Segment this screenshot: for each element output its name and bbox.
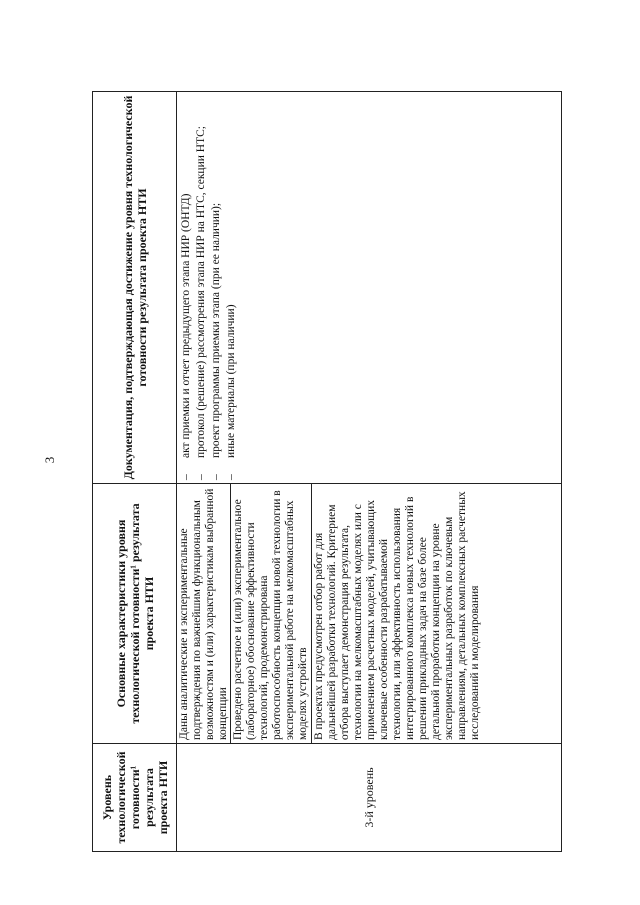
- dash-bullet: –: [225, 474, 237, 480]
- header-documents: Документация, подтверждающая достижение уровня технологической готовности результата проекта НТИ: [93, 92, 177, 484]
- characteristic-item: Даны аналитические и экспериментальные подтверждения по важнейшим функциональным возможностям и (или) характеристикам выбранной концепции: [178, 488, 229, 740]
- list-item: [178, 95, 193, 480]
- table-header-row: [93, 92, 177, 852]
- page-number: 3: [42, 456, 57, 464]
- characteristic-item: Проведено расчетное и (или) экспериментальное (лабораторное) обоснование эффективности технологий, продемонстрирована работоспособность концепции новой технологии в экспериментальной работе на мелкомасштабных моделях устройств: [230, 484, 311, 743]
- rotated-sheet: [92, 92, 562, 852]
- readiness-table: [92, 91, 562, 852]
- header-level: Уровень технологической готовности¹ результата проекта НТИ: [93, 744, 177, 852]
- document-text: иные материалы (при наличии): [225, 304, 237, 458]
- header-characteristics: Основные характеристики уровня технологической готовности¹ результата проекта НТИ: [93, 484, 177, 744]
- list-item: [223, 95, 238, 480]
- documents-cell: [177, 92, 562, 484]
- table-row: [177, 92, 562, 852]
- document-text: проект программы приемки этапа (при ее наличии);: [210, 202, 222, 458]
- document-text: акт приемки и отчет предыдущего этапа НИР (ОНТД): [180, 193, 192, 458]
- level-cell: 3-й уровень: [177, 744, 562, 852]
- dash-bullet: –: [195, 474, 207, 480]
- document-text: протокол (решение) рассмотрения этапа НИР на НТС, секции НТС;: [195, 126, 207, 458]
- characteristics-cell: [177, 484, 562, 744]
- documents-list: [178, 95, 238, 480]
- dash-bullet: –: [180, 474, 192, 480]
- dash-bullet: –: [210, 474, 222, 480]
- list-item: [193, 95, 208, 480]
- characteristic-item: В проектах предусмотрен отбор работ для дальнейшей разработки технологий. Критерием отбора выступает демонстрация результата, технологии на мелкомасштабных моделях или с применением расчетных моделей, учитывающих ключевые особенности разрабатываемой технологии, или эффективность использования интегрированного комплекса новых технологий в решении прикладных задач на базе более детальной проработки концепции на уровне экспериментальных разработок по ключевым направлениям, детальных комплексных расчетных исследований и моделирования: [311, 484, 483, 743]
- list-item: [208, 95, 223, 480]
